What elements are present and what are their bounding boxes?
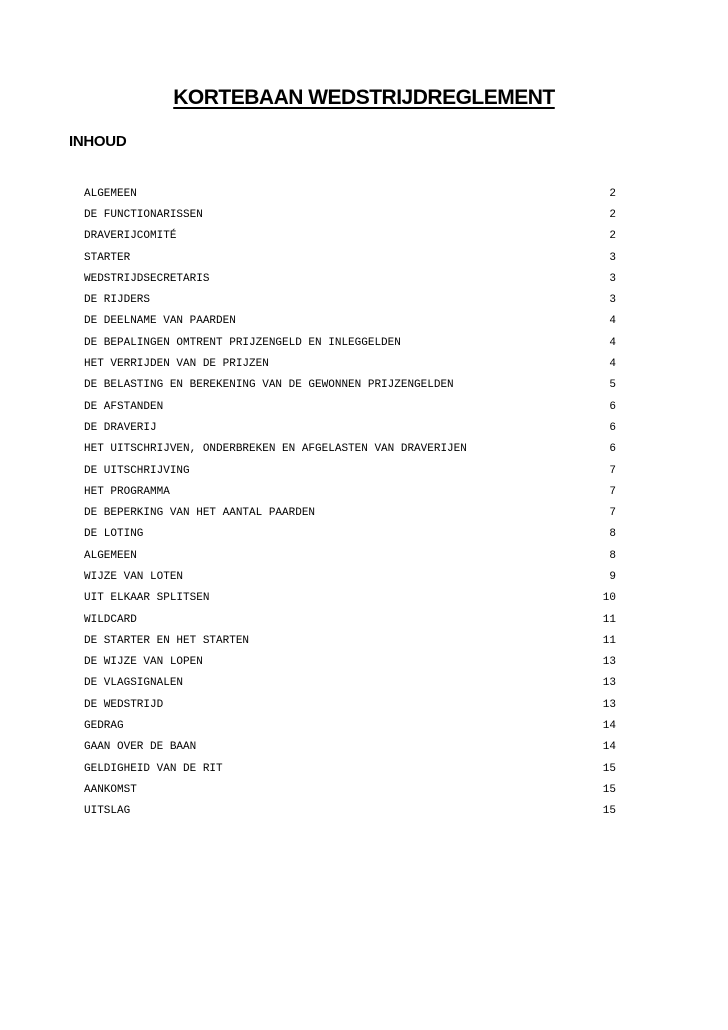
document-title: KORTEBAAN WEDSTRIJDREGLEMENT: [173, 86, 555, 109]
toc-entry: [84, 247, 616, 268]
toc-entry-page-number: 7: [609, 464, 616, 477]
toc-entry: [84, 417, 616, 438]
toc-entry-page-number: 11: [602, 634, 616, 647]
toc-entry: [84, 268, 616, 289]
toc-entry: [84, 652, 616, 673]
toc-entry-page-number: 8: [609, 549, 616, 562]
toc-entry-label: DE BELASTING EN BEREKENING VAN DE GEWONNEN PRIJZENGELDEN: [84, 379, 454, 392]
toc-entry-label: DE UITSCHRIJVING: [84, 464, 190, 477]
toc-entry-label: GEDRAG: [84, 720, 124, 733]
toc-entry-label: DE DRAVERIJ: [84, 421, 157, 434]
toc-entry-label: HET UITSCHRIJVEN, ONDERBREKEN EN AFGELASTEN VAN DRAVERIJEN: [84, 443, 467, 456]
toc-entry-page-number: 6: [609, 421, 616, 434]
toc-entry-page-number: 2: [609, 208, 616, 221]
toc-entry-page-number: 3: [609, 294, 616, 307]
toc-entry-label: ALGEMEEN: [84, 549, 137, 562]
toc-entry: [84, 396, 616, 417]
toc-entry: [84, 630, 616, 651]
toc-entry-label: DE WEDSTRIJD: [84, 698, 164, 711]
toc-entry-label: ALGEMEEN: [84, 187, 137, 200]
toc-entry-page-number: 10: [602, 592, 616, 605]
toc-entry-page-number: 14: [602, 741, 616, 754]
toc-entry-label: DE BEPALINGEN OMTRENT PRIJZENGELD EN INLEGGELDEN: [84, 336, 401, 349]
toc-entry-page-number: 3: [609, 251, 616, 264]
toc-entry-label: DE BEPERKING VAN HET AANTAL PAARDEN: [84, 507, 316, 520]
toc-entry: [84, 311, 616, 332]
toc-entry: [84, 779, 616, 800]
toc-entry-label: UITSLAG: [84, 805, 131, 818]
toc-entry-label: DE LOTING: [84, 528, 144, 541]
toc-entry-page-number: 9: [609, 570, 616, 583]
toc-entry-page-number: 6: [609, 443, 616, 456]
toc-entry-label: UIT ELKAAR SPLITSEN: [84, 592, 210, 605]
toc-entry-label: DRAVERIJCOMITÉ: [84, 230, 177, 243]
toc-entry: [84, 715, 616, 736]
toc-entry-page-number: 7: [609, 485, 616, 498]
toc-entry: [84, 439, 616, 460]
toc-entry: [84, 481, 616, 502]
toc-entry: [84, 673, 616, 694]
toc-entry-label: WIJZE VAN LOTEN: [84, 570, 184, 583]
toc-entry-label: DE VLAGSIGNALEN: [84, 677, 184, 690]
toc-entry: [84, 609, 616, 630]
toc-entry: [84, 524, 616, 545]
toc-entry-page-number: 11: [602, 613, 616, 626]
toc-entry: [84, 737, 616, 758]
toc-entry: [84, 801, 616, 822]
toc-entry: [84, 758, 616, 779]
toc-entry-label: WEDSTRIJDSECRETARIS: [84, 272, 210, 285]
toc-entry-label: DE RIJDERS: [84, 294, 151, 307]
toc-entry-page-number: 2: [609, 230, 616, 243]
toc-heading: INHOUD: [69, 133, 127, 150]
toc-entry-page-number: 13: [602, 677, 616, 690]
toc-entry-label: DE AFSTANDEN: [84, 400, 164, 413]
toc-entry: [84, 588, 616, 609]
toc-entry-page-number: 4: [609, 358, 616, 371]
toc-entry: [84, 226, 616, 247]
toc-entry-page-number: 5: [609, 379, 616, 392]
toc-entry-page-number: 4: [609, 315, 616, 328]
toc-entry-label: HET PROGRAMMA: [84, 485, 170, 498]
toc-entry-label: DE WIJZE VAN LOPEN: [84, 656, 203, 669]
toc-entry: [84, 353, 616, 374]
toc-entry-page-number: 13: [602, 656, 616, 669]
toc-entry: [84, 332, 616, 353]
toc-entry-page-number: 3: [609, 272, 616, 285]
toc-entry: [84, 204, 616, 225]
table-of-contents: [84, 183, 616, 822]
toc-entry-page-number: 15: [602, 762, 616, 775]
toc-entry-page-number: 15: [602, 783, 616, 796]
toc-entry-page-number: 13: [602, 698, 616, 711]
toc-entry: [84, 502, 616, 523]
toc-entry-label: AANKOMST: [84, 783, 137, 796]
toc-entry: [84, 545, 616, 566]
toc-entry: [84, 566, 616, 587]
toc-entry-label: GELDIGHEID VAN DE RIT: [84, 762, 223, 775]
toc-entry-label: WILDCARD: [84, 613, 137, 626]
toc-entry-label: HET VERRIJDEN VAN DE PRIJZEN: [84, 358, 269, 371]
toc-entry: [84, 460, 616, 481]
toc-entry-page-number: 14: [602, 720, 616, 733]
toc-entry-page-number: 4: [609, 336, 616, 349]
toc-entry-label: GAAN OVER DE BAAN: [84, 741, 197, 754]
toc-entry: [84, 694, 616, 715]
toc-entry-page-number: 7: [609, 507, 616, 520]
toc-entry-page-number: 8: [609, 528, 616, 541]
toc-entry: [84, 183, 616, 204]
toc-entry-label: DE DEELNAME VAN PAARDEN: [84, 315, 236, 328]
toc-entry-page-number: 15: [602, 805, 616, 818]
toc-entry: [84, 375, 616, 396]
toc-entry-page-number: 2: [609, 187, 616, 200]
toc-entry-page-number: 6: [609, 400, 616, 413]
toc-entry-label: DE STARTER EN HET STARTEN: [84, 634, 250, 647]
toc-entry-label: STARTER: [84, 251, 131, 264]
toc-entry-label: DE FUNCTIONARISSEN: [84, 208, 203, 221]
toc-entry: [84, 289, 616, 310]
